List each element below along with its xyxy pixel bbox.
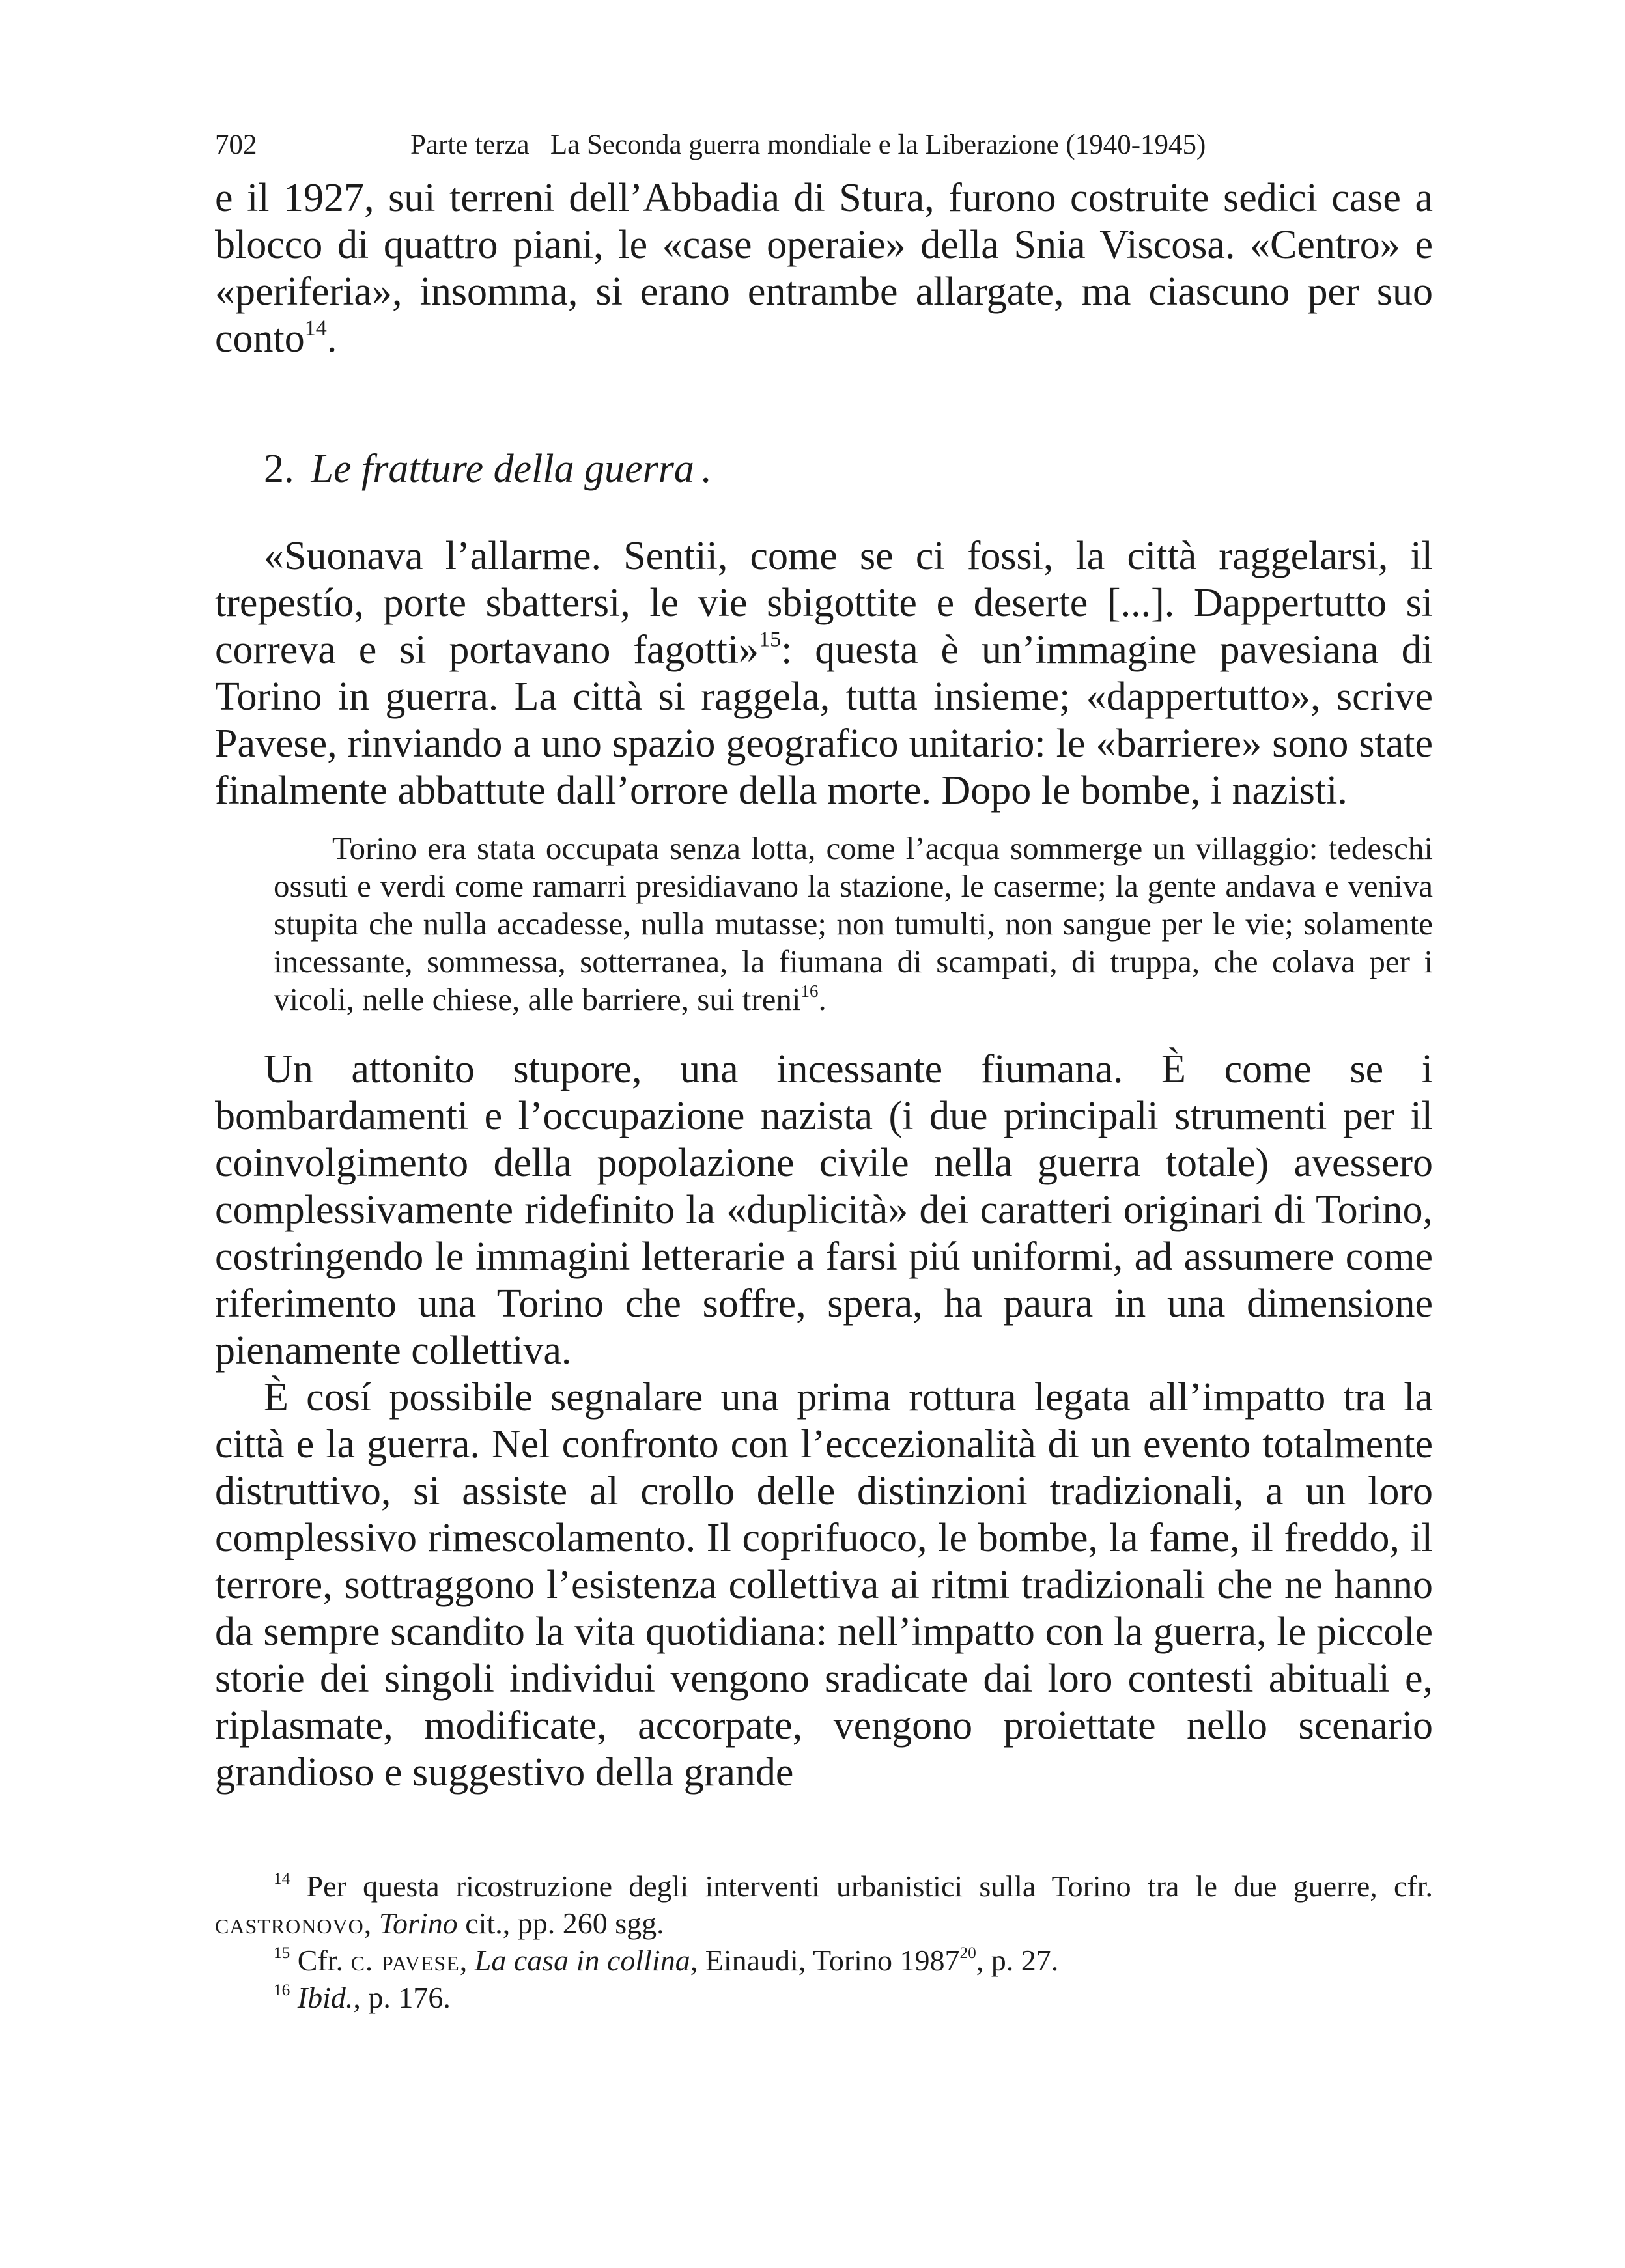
running-head <box>215 116 1433 175</box>
body-paragraph-4: È cosí possibile segnalare una prima rottura legata all’impatto tra la città e la guerra. Nel confronto con l’eccezionalità di un evento totalmente distruttivo, si assiste al crollo delle distinzioni tradizionali, a un loro complessivo rimescolamento. Il coprifuoco, le bombe, la fame, il freddo, il terrore, sottraggono l’esistenza collettiva ai ritmi tradizionali che ne hanno da sempre scandito la vita quotidiana: nell’impatto con la guerra, le piccole storie dei singoli individui vengono sradicate dai loro contesti abituali e, riplasmate, modificate, accorpate, vengono proiettate nello scenario grandioso e suggestivo della grande <box>215 1375 1433 1795</box>
footnote-page: , p. 27. <box>976 1944 1059 1977</box>
footnote-text-end: , Einaudi, Torino 1987 <box>690 1944 960 1977</box>
edition-number: 20 <box>959 1944 976 1963</box>
section-heading <box>264 445 1433 492</box>
footnote-text-end: cit., pp. 260 sgg. <box>457 1907 664 1940</box>
footnote-15 <box>215 1942 1433 1979</box>
footnote-number: 14 <box>274 1869 290 1888</box>
running-head-title: Parte terza La Seconda guerra mondiale e la Liberazione (1940-1945) <box>410 130 1206 160</box>
section-number: 2. <box>264 447 294 491</box>
section-title: Le fratture della guerra <box>311 447 694 491</box>
block-quote <box>274 830 1433 1018</box>
section-title-end: . <box>700 447 711 491</box>
footnote-separator: , <box>363 1907 379 1940</box>
footnote-text: Cfr. <box>297 1944 351 1977</box>
footnote-author: castronovo <box>215 1907 364 1940</box>
footnote-author: c. pavese <box>350 1944 460 1977</box>
footnote-title: Torino <box>378 1907 458 1940</box>
footnote-14 <box>215 1868 1433 1942</box>
footnote-number: 15 <box>274 1944 290 1963</box>
footnote-16 <box>215 1979 1433 2016</box>
quote-end: . <box>818 981 827 1017</box>
footnote-title: La casa in collina <box>474 1944 690 1977</box>
footnote-text-end: , p. 176. <box>353 1981 451 2014</box>
footnote-ref-16[interactable]: 16 <box>800 981 819 1001</box>
book-page <box>215 116 1433 2016</box>
paragraph-text-part1: «Suonava l’allarme. Sentii, come se ci fossi, la città raggelarsi, il trepestío, porte sbattersi, le vie sbigottite e deserte [...]. Dappertutto si correva e si portavano fagotti» <box>215 534 1433 672</box>
paragraph-end: . <box>326 316 337 361</box>
body-paragraph-1 <box>215 175 1433 362</box>
footnote-ref-14[interactable]: 14 <box>304 316 327 341</box>
footnote-number: 16 <box>274 1981 290 2000</box>
quote-text: Torino era stata occupata senza lotta, come l’acqua sommerge un villaggio: tedeschi ossuti e verdi come ramarri presidiavano la stazione, le caserme; la gente andava e veniva stupita che nulla accadesse, nulla mutasse; non tumulti, non sangue per le vie; solamente incessante, sommessa, sotterranea, la fiumana di scampati, di truppa, che colava per i vicoli, nelle chiese, alle barriere, sui treni <box>274 830 1433 1017</box>
footnote-ref-15[interactable]: 15 <box>759 627 782 652</box>
paragraph-text: e il 1927, sui terreni dell’Abbadia di Stura, furono costruite sedici case a blocco di quattro piani, le «case operaie» della Snia Viscosa. «Centro» e «periferia», insomma, si erano entrambe allargate, ma ciascuno per suo conto <box>215 176 1433 361</box>
paragraph-text-part2: : questa è un’immagine pavesiana di Torino in guerra. La città si raggela, tutta insieme; «dappertutto», scrive Pavese, rinviando a uno spazio geografico unitario: le «barriere» sono state finalmente abbattute dall’orrore della morte. Dopo le bombe, i nazisti. <box>215 628 1433 813</box>
body-paragraph-2 <box>215 533 1433 814</box>
footnotes <box>215 1868 1433 2016</box>
page-number: 702 <box>215 130 257 160</box>
footnote-separator: , <box>459 1944 475 1977</box>
footnote-text: Per questa ricostruzione degli interventi urbanistici sulla Torino tra le due guerre, cfr. <box>306 1869 1433 1903</box>
body-paragraph-3: Un attonito stupore, una incessante fiumana. È come se i bombardamenti e l’occupazione nazista (i due principali strumenti per il coinvolgimento della popolazione civile nella guerra totale) avessero complessivamente ridefinito la «duplicità» dei caratteri originari di Torino, costringendo le immagini letterarie a farsi piú uniformi, ad assumere come riferimento una Torino che soffre, spera, ha paura in una dimensione pienamente collettiva. <box>215 1047 1433 1373</box>
footnote-title: Ibid. <box>297 1981 354 2014</box>
